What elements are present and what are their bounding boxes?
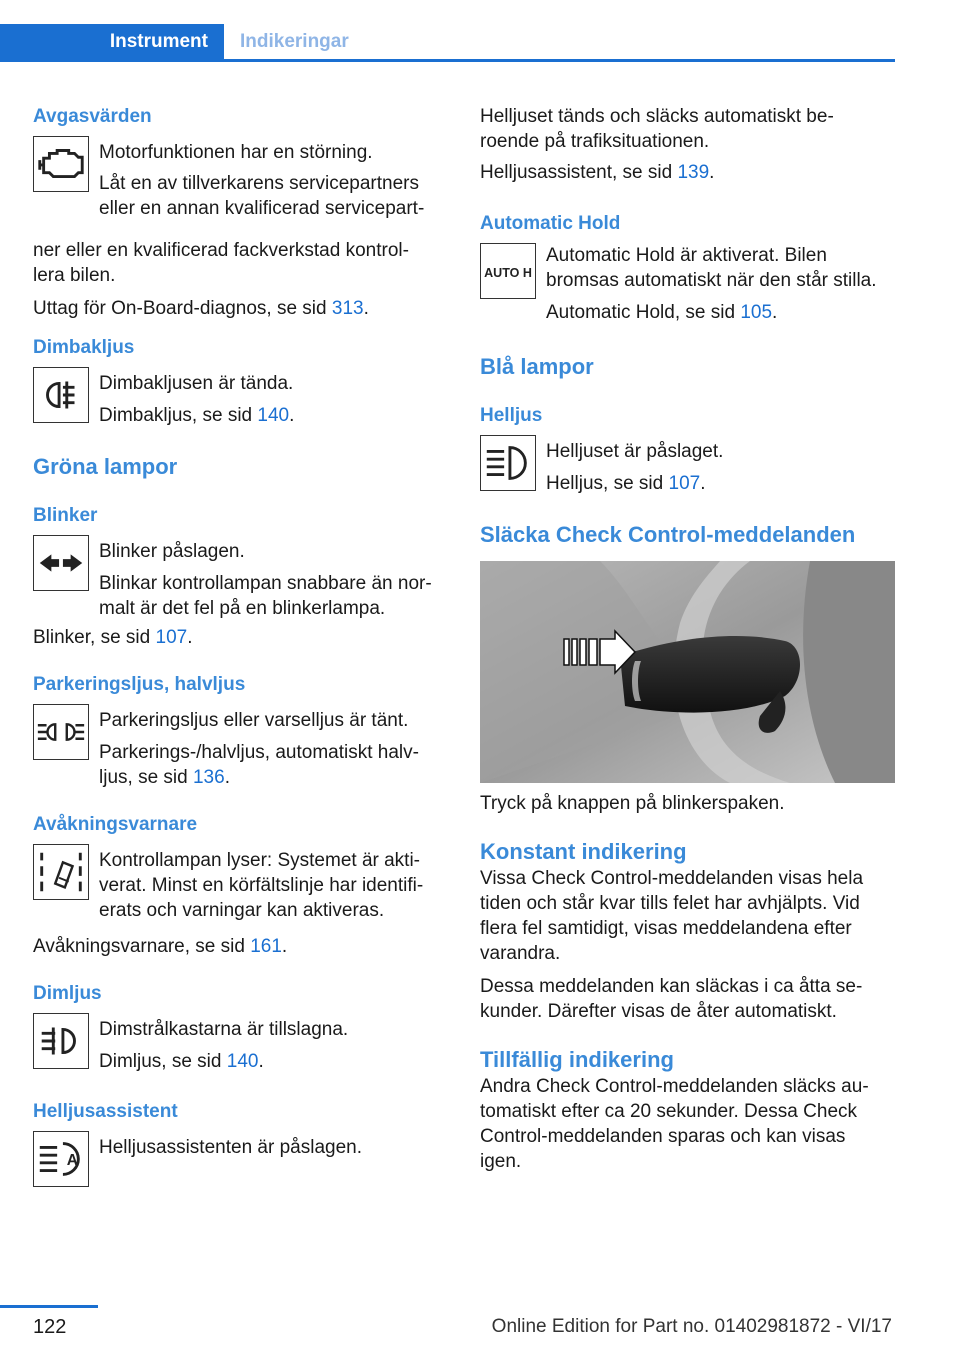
parkering-ref: ljus, se sid 136. — [99, 767, 230, 788]
entry-automatic-hold — [480, 237, 896, 329]
heading-tillfallig-indikering: Tillfällig indikering — [480, 1047, 674, 1072]
tillfallig-p1b: tomatiskt efter ca 20 sekunder. Dessa Check — [480, 1101, 858, 1122]
high-beam-icon — [480, 435, 536, 491]
turn-signal-stalk-photo — [480, 561, 895, 783]
avgas-text-2a: Låt en av tillverkarens servicepartners — [99, 173, 419, 194]
avakning-text-1c: erats och varningar kan aktiveras. — [99, 900, 385, 921]
avgas-text-2d: lera bilen. — [33, 265, 116, 286]
blinker-ref-link[interactable]: 107 — [155, 627, 188, 648]
heading-blinker: Blinker — [33, 505, 98, 526]
autohold-text-1a: Automatic Hold är aktiverat. Bilen — [546, 245, 827, 266]
tillfallig-p1c: Control-meddelanden sparas och kan visas — [480, 1126, 846, 1147]
dimljus-ref-link[interactable]: 140 — [226, 1051, 259, 1072]
dimbak-ref-text: Dimbakljus, se sid — [99, 405, 258, 426]
konstant-p2a: Dessa meddelanden kan släckas i ca åtta se- — [480, 976, 863, 997]
engine-warning-icon — [33, 136, 89, 192]
entry-helljusassistent — [33, 1125, 448, 1195]
avgas-ref-text: Uttag för On-Board-diagnos, se sid — [33, 298, 332, 319]
tab-instrument[interactable]: Instrument — [0, 24, 224, 60]
autohold-ref-text: Automatic Hold, se sid — [546, 302, 741, 323]
svg-text:A: A — [66, 1151, 78, 1169]
helljus-ref: Helljus, se sid 107. — [546, 473, 706, 494]
autohold-text-1b: bromsas automatiskt när den står stilla. — [546, 270, 877, 291]
parkering-text-2b: ljus, se sid — [99, 767, 193, 788]
heading-helljus: Helljus — [480, 405, 543, 426]
avgas-ref-link[interactable]: 313 — [331, 298, 364, 319]
heading-dimljus: Dimljus — [33, 983, 102, 1004]
heading-konstant-indikering: Konstant indikering — [480, 839, 687, 864]
dimbak-ref-link[interactable]: 140 — [257, 405, 290, 426]
tillfallig-p1d: igen. — [480, 1151, 522, 1172]
parking-light-icon — [33, 704, 89, 760]
auto-hold-icon-label: AUTO H — [484, 265, 532, 280]
intro-ref: Helljusassistent, se sid 139. — [480, 162, 715, 183]
blinker-ref: Blinker, se sid 107. — [33, 627, 193, 648]
blinker-text-2b: malt är det fel på en blinkerlampa. — [99, 598, 386, 619]
dimljus-ref: Dimljus, se sid 140. — [99, 1051, 264, 1072]
heading-grona-lampor: Gröna lampor — [33, 454, 178, 479]
autohold-ref: Automatic Hold, se sid 105. — [546, 302, 778, 323]
heading-avgasvarden: Avgasvärden — [33, 106, 152, 127]
intro-ref-link[interactable]: 139 — [677, 162, 710, 183]
autohold-ref-link[interactable]: 105 — [740, 302, 773, 323]
rear-fog-light-icon — [33, 367, 89, 423]
konstant-p1a: Vissa Check Control-meddelanden visas hela — [480, 868, 864, 889]
parkering-text-1: Parkeringsljus eller varselljus är tänt. — [99, 710, 409, 731]
intro-text-1a: Helljuset tänds och släcks automatiskt be- — [480, 106, 834, 127]
avgas-text-2b: eller en annan kvalificerad servicepart- — [99, 198, 425, 219]
konstant-p1d: varandra. — [480, 943, 561, 964]
intro-text-1b: roende på trafiksituationen. — [480, 131, 710, 152]
page-header — [0, 24, 895, 62]
blinker-text-2a: Blinkar kontrollampan snabbare än nor- — [99, 573, 432, 594]
avakning-text-1a: Kontrollampan lyser: Systemet är akti- — [99, 850, 421, 871]
edition-text: Online Edition for Part no. 01402981872 - VI/17 — [491, 1316, 892, 1337]
avgas-ref: Uttag för On-Board-diagnos, se sid 313. — [33, 298, 369, 319]
entry-avakningsvarnare — [33, 838, 448, 930]
konstant-p2b: kunder. Därefter visas de åter automatiskt. — [480, 1001, 837, 1022]
turn-signal-icon — [33, 535, 89, 591]
entry-dimbakljus — [33, 361, 448, 431]
tab-indikeringar[interactable]: Indikeringar — [240, 31, 349, 52]
helljus-ref-text: Helljus, se sid — [546, 473, 669, 494]
heading-dimbakljus: Dimbakljus — [33, 337, 135, 358]
avgas-text-2c: ner eller en kvalificerad fackverkstad kontrol- — [33, 240, 409, 261]
konstant-p1b: tiden och står kvar tills felet har avhjälpts. Vid — [480, 893, 860, 914]
helljusassistent-text: Helljusassistenten är påslagen. — [99, 1137, 362, 1158]
blinker-ref-text: Blinker, se sid — [33, 627, 156, 648]
front-fog-light-icon — [33, 1013, 89, 1069]
blinker-text-1: Blinker påslagen. — [99, 541, 245, 562]
heading-automatic-hold: Automatic Hold — [480, 213, 621, 234]
dimbak-text: Dimbakljusen är tända. — [99, 373, 294, 394]
helljus-text: Helljuset är påslaget. — [546, 441, 724, 462]
konstant-p1c: flera fel samtidigt, visas meddelandena efter — [480, 918, 852, 939]
heading-avakningsvarnare: Avåkningsvarnare — [33, 814, 198, 835]
photo-caption: Tryck på knappen på blinkerspaken. — [480, 793, 785, 814]
left-column — [33, 104, 448, 1195]
dimljus-text: Dimstrålkastarna är tillslagna. — [99, 1019, 349, 1040]
heading-slacka-check-control: Släcka Check Control-meddelanden — [480, 522, 856, 547]
lane-departure-icon — [33, 844, 89, 900]
avakning-ref-text: Avåkningsvarnare, se sid — [33, 936, 251, 957]
heading-helljusassistent: Helljusassistent — [33, 1101, 178, 1122]
dimljus-ref-text: Dimljus, se sid — [99, 1051, 227, 1072]
parkering-text-2a: Parkerings-/halvljus, automatiskt halv- — [99, 742, 419, 763]
entry-dimljus — [33, 1007, 448, 1077]
page-number: 122 — [33, 1316, 67, 1338]
right-column — [480, 104, 896, 1174]
entry-parkeringsljus — [33, 698, 448, 790]
dimbak-ref: Dimbakljus, se sid 140. — [99, 405, 295, 426]
intro-ref-text: Helljusassistent, se sid — [480, 162, 678, 183]
heading-bla-lampor: Blå lampor — [480, 354, 594, 379]
parkering-ref-link[interactable]: 136 — [192, 767, 225, 788]
header-rule — [0, 59, 895, 62]
entry-helljus — [480, 429, 896, 499]
entry-blinker — [33, 529, 448, 621]
heading-parkeringsljus: Parkeringsljus, halvljus — [33, 674, 246, 695]
auto-hold-icon — [480, 243, 536, 299]
entry-avgasvarden — [33, 130, 448, 238]
helljus-ref-link[interactable]: 107 — [668, 473, 701, 494]
tillfallig-p1a: Andra Check Control-meddelanden släcks au- — [480, 1076, 869, 1097]
avakning-ref: Avåkningsvarnare, se sid 161. — [33, 936, 288, 957]
avakning-text-1b: verat. Minst en körfältslinje har identifi- — [99, 875, 424, 896]
avakning-ref-link[interactable]: 161 — [250, 936, 282, 957]
high-beam-assistant-icon — [33, 1131, 89, 1187]
avgas-text-1: Motorfunktionen har en störning. — [99, 142, 373, 163]
footer-rule — [0, 1305, 98, 1308]
